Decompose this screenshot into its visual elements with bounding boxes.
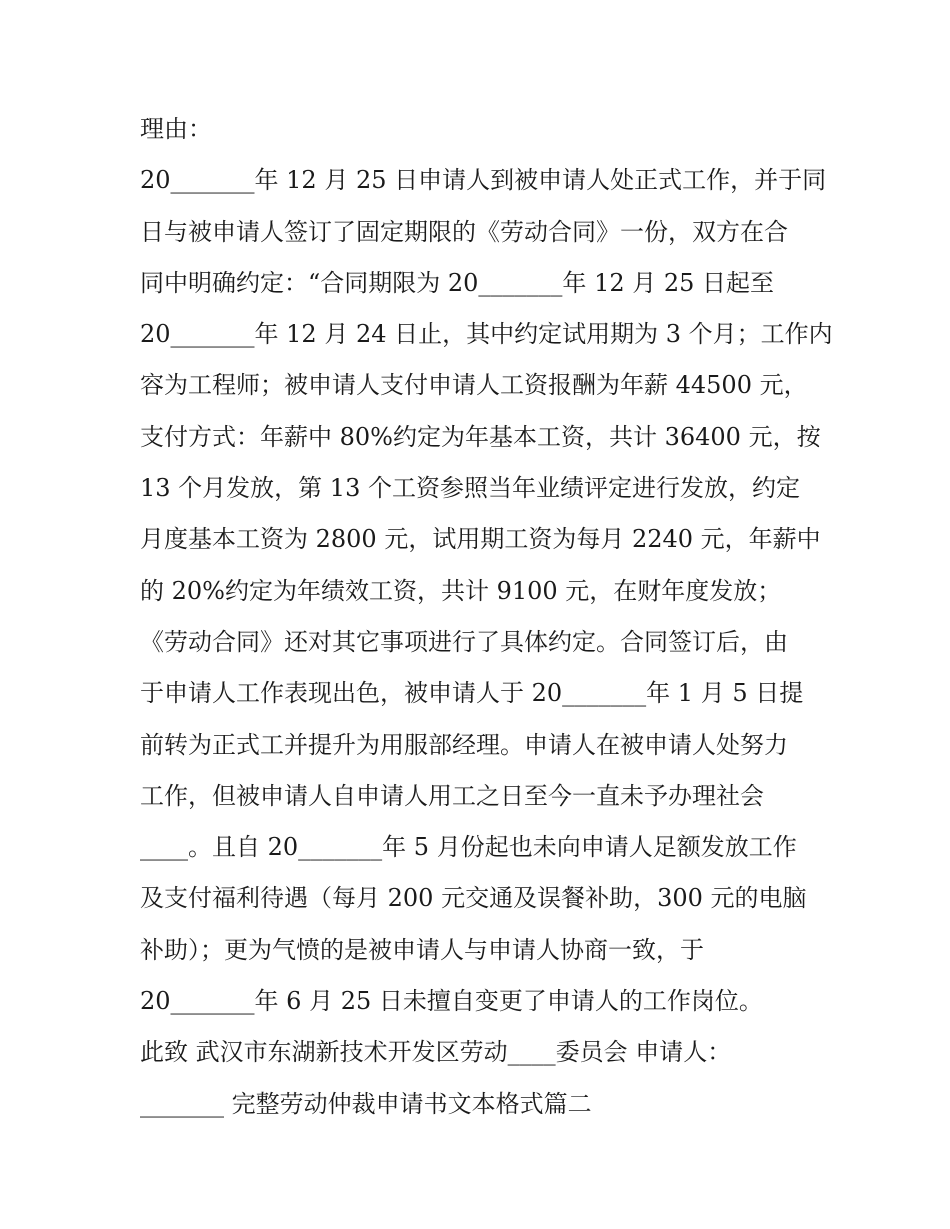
closing-line: 此致 武汉市东湖新技术开发区劳动____委员会 申请人： [140,1038,732,1067]
text-line: 及支付福利待遇（每月 200 元交通及误餐补助，300 元的电脑 [140,884,807,913]
document-body [140,104,833,1130]
text-line: 20_______年 12 月 24 日止，其中约定试用期为 3 个月；工作内 [140,320,833,349]
text-line: 于申请人工作表现出色，被申请人于 20_______年 1 月 5 日提 [140,679,804,708]
text-line: 补助）；更为气愤的是被申请人与申请人协商一致，于 [140,935,704,964]
text-line: 工作，但被申请人自申请人用工之日至今一直未予办理社会 [140,781,764,810]
text-line: 《劳动合同》还对其它事项进行了具体约定。合同签订后，由 [140,627,788,656]
text-line: 20_______年 12 月 25 日申请人到被申请人处正式工作，并于同 [140,166,827,195]
signature-line: _______ 完整劳动仲裁申请书文本格式篇二 [140,1089,592,1118]
text-line: 13 个月发放，第 13 个工资参照当年业绩评定进行发放，约定 [140,474,800,503]
text-line: 日与被申请人签订了固定期限的《劳动合同》一份，双方在合 [140,217,788,246]
text-line: 支付方式：年薪中 80%约定为年基本工资，共计 36400 元，按 [140,422,821,451]
text-line: ____。且自 20_______年 5 月份起也未向申请人足额发放工作 [140,833,797,862]
text-line: 容为工程师；被申请人支付申请人工资报酬为年薪 44500 元， [140,371,808,400]
text-line: 的 20%约定为年绩效工资，共计 9100 元，在财年度发放； [140,576,782,605]
text-line: 20_______年 6 月 25 日未擅自变更了申请人的工作岗位。 [140,987,763,1016]
text-line: 前转为正式工并提升为用服部经理。申请人在被申请人处努力 [140,730,788,759]
section-heading: 理由： [140,115,212,143]
text-line: 同中明确约定：“合同期限为 20_______年 12 月 25 日起至 [140,268,775,297]
text-line: 月度基本工资为 2800 元，试用期工资为每月 2240 元，年薪中 [140,525,821,554]
